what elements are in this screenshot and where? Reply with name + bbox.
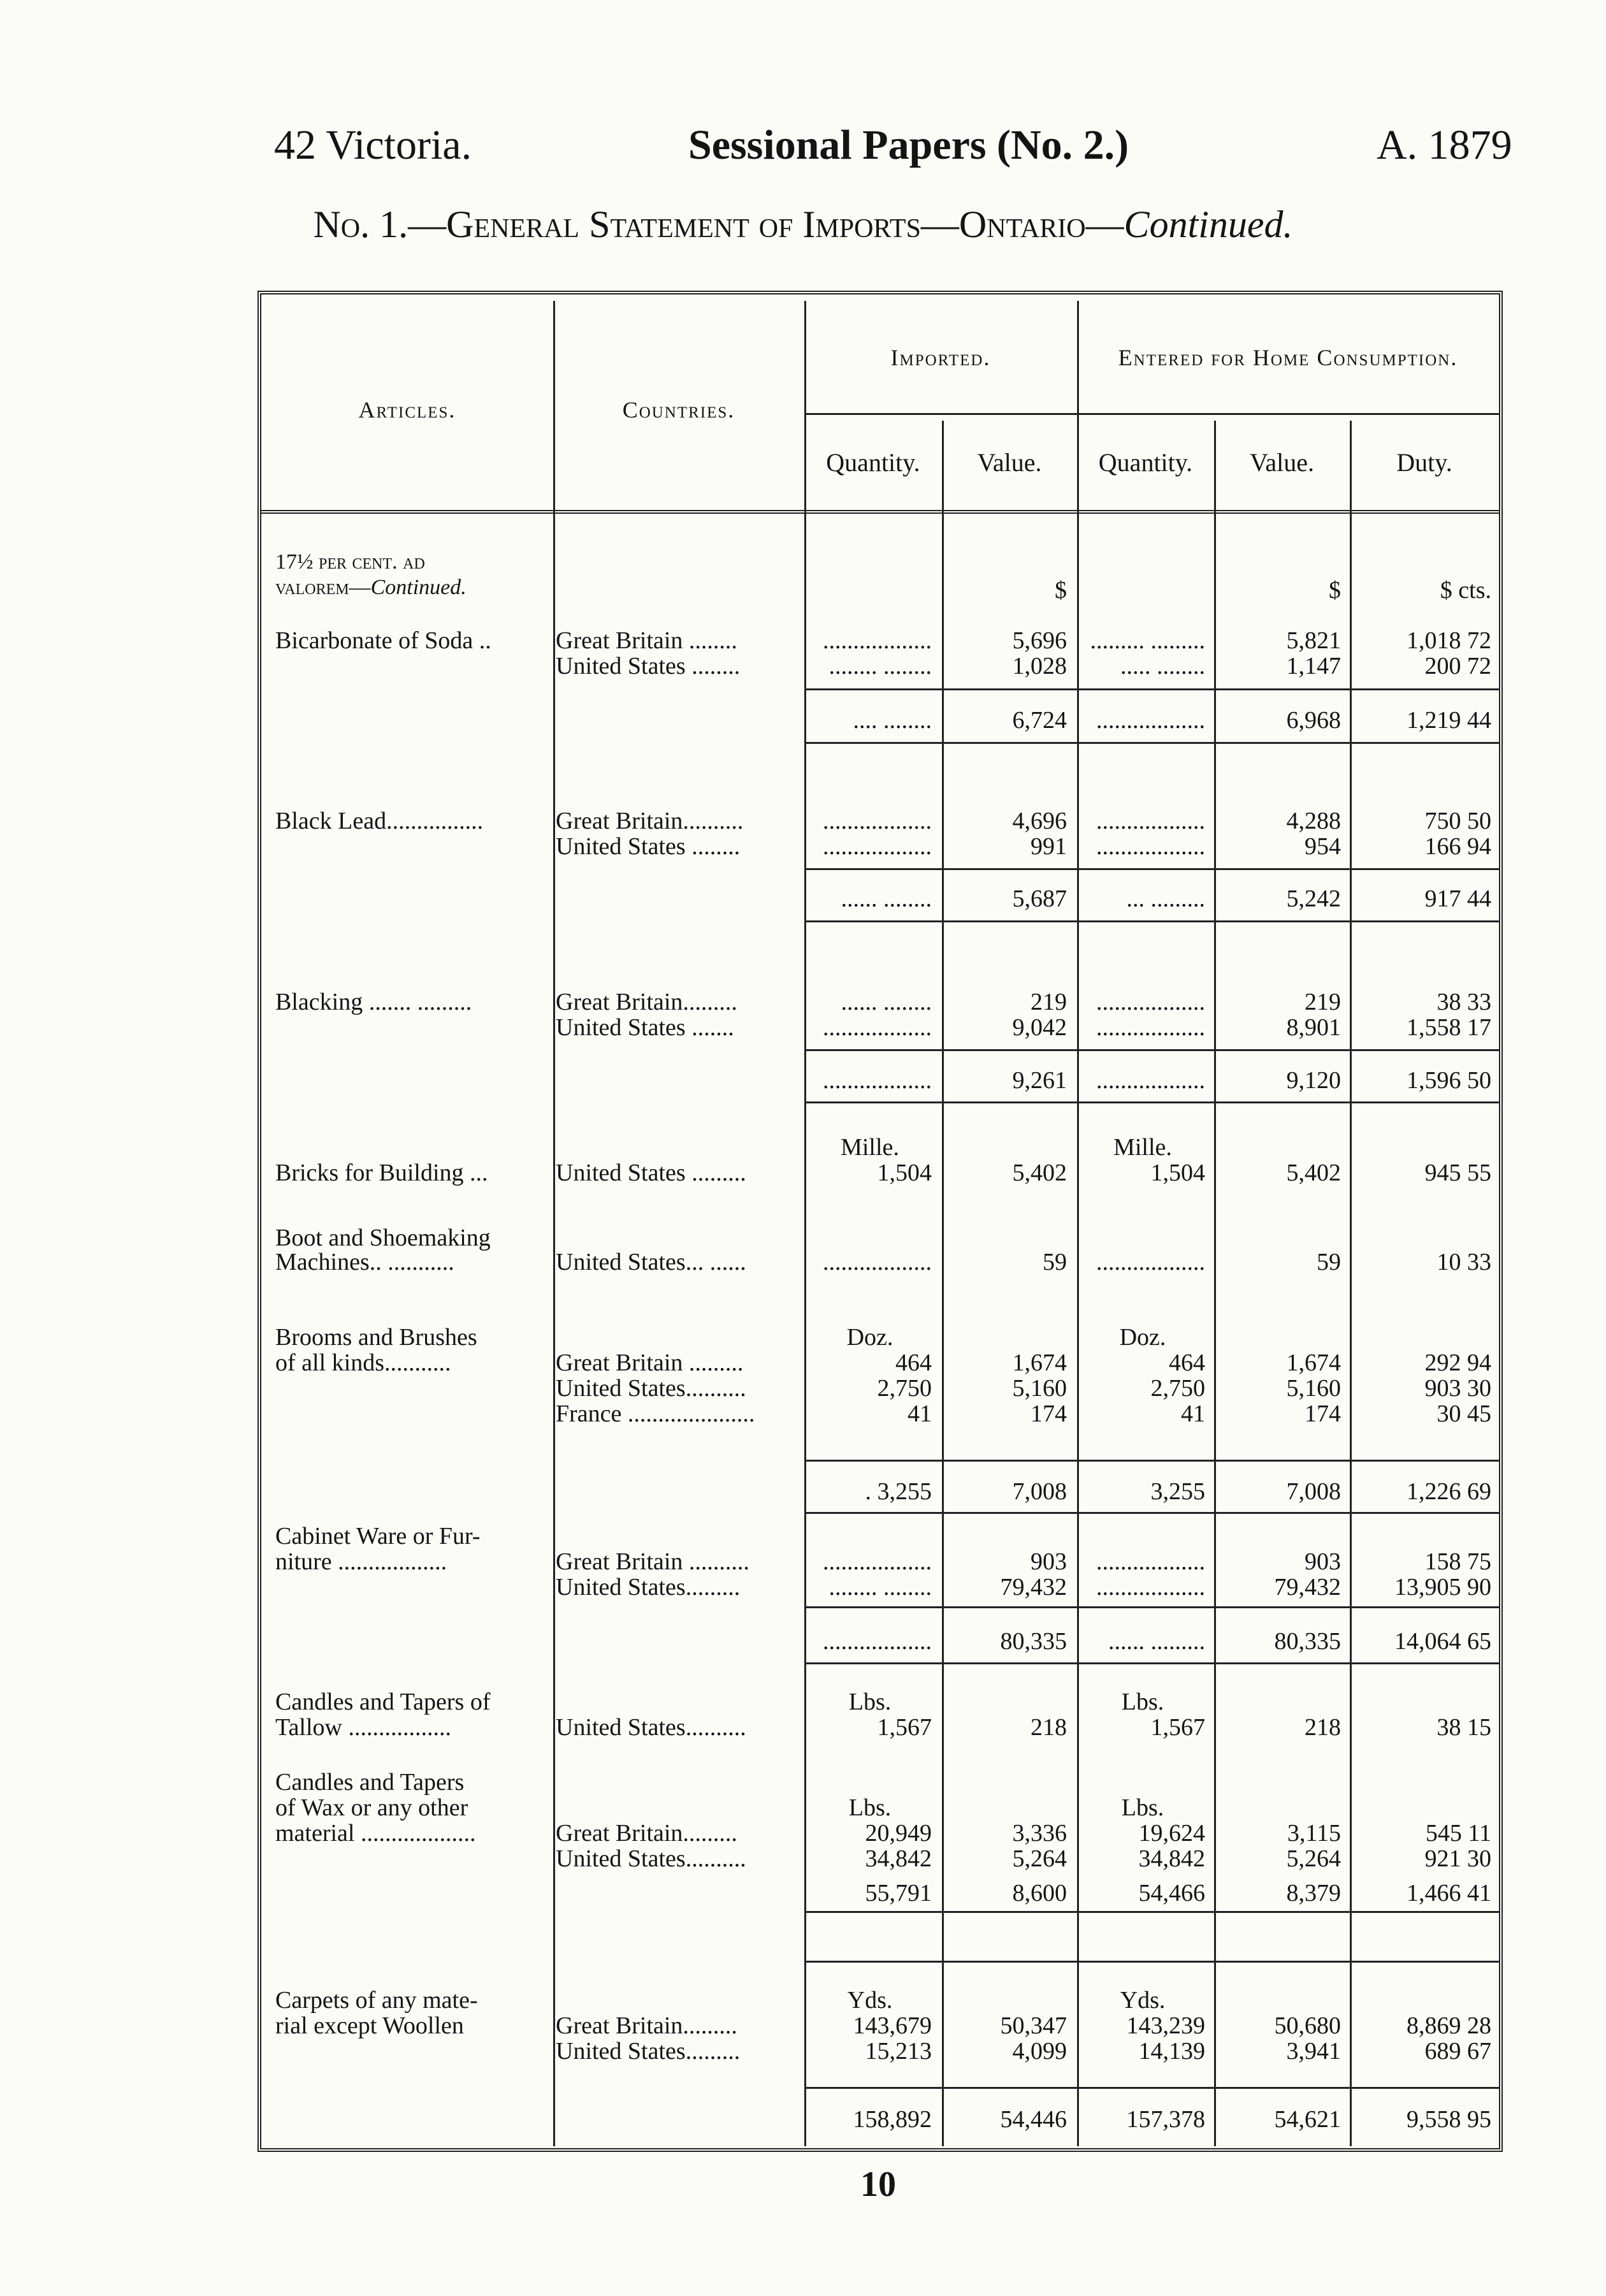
entered-quantity: 143,239 xyxy=(1126,2012,1205,2039)
entered-value: 1,674 xyxy=(1286,1349,1341,1376)
entered-quantity-unit: Yds. xyxy=(1120,1987,1166,2014)
imported-quantity: 464 xyxy=(895,1349,932,1376)
imported-quantity: 34,842 xyxy=(865,1845,932,1872)
imported-quantity-unit: Lbs. xyxy=(848,1689,892,1715)
entered-value: 8,379 xyxy=(1286,1880,1341,1907)
column-rule xyxy=(804,301,806,2146)
entered-quantity: .................. xyxy=(1096,1548,1205,1575)
imported-value: 79,432 xyxy=(1000,1574,1067,1601)
row-article: Boot and Shoemaking xyxy=(275,1224,491,1251)
imported-quantity: 143,679 xyxy=(853,2012,932,2039)
duty-amount: 1,018 72 xyxy=(1407,627,1491,654)
imported-value: 219 xyxy=(1031,989,1067,1015)
imported-quantity: .... ........ xyxy=(853,707,932,734)
entered-quantity-unit: Doz. xyxy=(1119,1324,1166,1351)
imported-quantity: ........ ........ xyxy=(828,653,932,679)
row-article: niture .................. xyxy=(275,1548,447,1575)
imported-value: 50,347 xyxy=(1000,2012,1067,2039)
duty-amount: 10 33 xyxy=(1436,1249,1491,1275)
row-country: United States ........ xyxy=(556,653,741,679)
row-country: United States... ...... xyxy=(556,1249,746,1275)
imported-value: 59 xyxy=(1043,1249,1067,1275)
duty-amount: 166 94 xyxy=(1424,833,1491,860)
duty-amount: 750 50 xyxy=(1424,808,1491,834)
imported-quantity: 1,567 xyxy=(877,1714,932,1741)
entered-quantity: 1,567 xyxy=(1150,1714,1205,1741)
col-countries: Countries. xyxy=(622,397,735,423)
entered-value: 5,821 xyxy=(1286,627,1341,654)
imported-value: 174 xyxy=(1031,1400,1067,1427)
total-rule xyxy=(804,920,1499,922)
entered-value: 50,680 xyxy=(1274,2012,1341,2039)
duty-amount: 903 30 xyxy=(1424,1375,1491,1402)
entered-quantity: 3,255 xyxy=(1150,1478,1205,1505)
imported-value: 5,402 xyxy=(1012,1159,1067,1186)
row-article: of all kinds........... xyxy=(275,1349,451,1376)
entered-value: 5,402 xyxy=(1286,1159,1341,1186)
duty-amount: 13,905 90 xyxy=(1394,1574,1491,1601)
column-rule xyxy=(553,301,555,2146)
entered-quantity-unit: Lbs. xyxy=(1121,1689,1164,1715)
row-country: Great Britain.......... xyxy=(556,808,744,834)
entered-value: 4,288 xyxy=(1286,808,1341,834)
imported-value: 80,335 xyxy=(1000,1628,1067,1655)
imported-value: 4,696 xyxy=(1012,808,1067,834)
imported-quantity: 2,750 xyxy=(877,1375,932,1402)
imported-quantity: .................. xyxy=(823,1067,932,1094)
header-rule xyxy=(804,413,1499,415)
duty-amount: 545 11 xyxy=(1425,1820,1491,1847)
row-article: Black Lead................ xyxy=(275,808,484,834)
subtotal-rule xyxy=(804,868,1499,870)
imported-quantity: . 3,255 xyxy=(865,1478,932,1505)
entered-quantity-unit: Mille. xyxy=(1113,1134,1172,1161)
row-country: United States.......... xyxy=(556,1375,746,1402)
imported-value: 8,600 xyxy=(1012,1880,1067,1907)
row-article: Machines.. ........... xyxy=(275,1249,454,1275)
entered-value: 80,335 xyxy=(1274,1628,1341,1655)
imported-value: 7,008 xyxy=(1012,1478,1067,1505)
row-country: United States.......... xyxy=(556,1845,746,1872)
page-title: No. 1.—General Statement of Imports—Ontario—Continued. xyxy=(313,203,1293,245)
entered-value: 1,147 xyxy=(1286,653,1341,679)
imported-quantity: ...... ........ xyxy=(841,885,932,912)
row-article: Bicarbonate of Soda .. xyxy=(275,627,491,654)
header-bottom-rule xyxy=(261,510,1499,514)
entered-quantity: ..... ........ xyxy=(1120,653,1205,679)
entered-value: 219 xyxy=(1305,989,1341,1015)
entered-value: 954 xyxy=(1305,833,1341,860)
imported-value: 1,028 xyxy=(1012,653,1067,679)
imported-quantity: .................. xyxy=(823,1249,932,1275)
entered-quantity: 41 xyxy=(1181,1400,1205,1427)
entered-quantity: .................. xyxy=(1096,989,1205,1015)
row-article: of Wax or any other xyxy=(275,1794,468,1821)
imported-quantity: .................. xyxy=(823,1548,932,1575)
imported-quantity-unit: Yds. xyxy=(847,1987,893,2014)
col-ent-quantity: Quantity. xyxy=(1098,448,1193,477)
duty-amount: 1,226 69 xyxy=(1407,1478,1491,1505)
entered-value: 3,941 xyxy=(1286,2038,1341,2065)
imported-value: 3,336 xyxy=(1012,1820,1067,1847)
duty-amount: 1,558 17 xyxy=(1407,1014,1491,1041)
col-articles: Articles. xyxy=(358,397,456,423)
imported-value: 6,724 xyxy=(1012,707,1067,734)
row-country: United States......... xyxy=(556,2038,741,2065)
row-country: Great Britain .......... xyxy=(556,1548,749,1575)
page-number: 10 xyxy=(860,2165,896,2204)
column-rule xyxy=(1077,301,1079,2146)
row-article: Candles and Tapers of xyxy=(275,1689,491,1715)
entered-quantity: ......... ......... xyxy=(1090,627,1205,654)
subtotal-rule xyxy=(804,2087,1499,2089)
col-imp-value: Value. xyxy=(977,448,1042,477)
entered-quantity: .................. xyxy=(1096,833,1205,860)
row-article: rial except Woollen xyxy=(275,2012,464,2039)
entered-value: 5,160 xyxy=(1286,1375,1341,1402)
entered-quantity: 19,624 xyxy=(1138,1820,1205,1847)
row-country: United States ....... xyxy=(556,1014,734,1041)
imported-value: 5,687 xyxy=(1012,885,1067,912)
entered-value: 59 xyxy=(1317,1249,1341,1275)
header-year: A. 1879 xyxy=(1377,122,1512,168)
imported-quantity-unit: Mille. xyxy=(841,1134,899,1161)
header-volume: 42 Victoria. xyxy=(274,122,472,168)
entered-quantity: .................. xyxy=(1096,1067,1205,1094)
imported-quantity: ........ ........ xyxy=(828,1574,932,1601)
entered-value-unit: $ xyxy=(1329,577,1341,604)
row-country: Great Britain ........ xyxy=(556,627,737,654)
duty-amount: 200 72 xyxy=(1424,653,1491,679)
entered-value: 6,968 xyxy=(1286,707,1341,734)
entered-quantity: 34,842 xyxy=(1138,1845,1205,1872)
imported-quantity: .................. xyxy=(823,833,932,860)
duty-amount: 689 67 xyxy=(1424,2038,1491,2065)
duty-unit: $ cts. xyxy=(1440,577,1491,604)
total-rule xyxy=(804,1662,1499,1664)
entered-value: 5,242 xyxy=(1286,885,1341,912)
row-country: Great Britain......... xyxy=(556,1820,737,1847)
entered-quantity: ... ......... xyxy=(1126,885,1205,912)
total-rule xyxy=(804,742,1499,744)
entered-value: 174 xyxy=(1305,1400,1341,1427)
row-article: Bricks for Building ... xyxy=(275,1159,488,1186)
entered-quantity: .................. xyxy=(1096,1574,1205,1601)
subtotal-rule xyxy=(804,1460,1499,1462)
entered-quantity: 1,504 xyxy=(1150,1159,1205,1186)
entered-quantity: .................. xyxy=(1096,1014,1205,1041)
row-country: France ..................... xyxy=(556,1400,755,1427)
duty-amount: 292 94 xyxy=(1424,1349,1491,1376)
entered-quantity-unit: Lbs. xyxy=(1121,1794,1164,1821)
row-article: Cabinet Ware or Fur- xyxy=(275,1523,481,1550)
entered-value: 5,264 xyxy=(1286,1845,1341,1872)
entered-value: 9,120 xyxy=(1286,1067,1341,1094)
total-rule xyxy=(804,1961,1499,1963)
duty-amount: 1,596 50 xyxy=(1407,1067,1491,1094)
imported-quantity: 20,949 xyxy=(865,1820,932,1847)
section-heading: 17½ per cent. ad valorem—Continued. xyxy=(275,550,467,599)
imported-quantity: .................. xyxy=(823,627,932,654)
imported-quantity: 41 xyxy=(908,1400,932,1427)
subtotal-rule xyxy=(804,1606,1499,1608)
duty-amount: 921 30 xyxy=(1424,1845,1491,1872)
imported-quantity: ...... ........ xyxy=(841,989,932,1015)
entered-quantity: 54,466 xyxy=(1138,1880,1205,1907)
header-series: Sessional Papers (No. 2.) xyxy=(688,122,1129,168)
duty-amount: 38 15 xyxy=(1436,1714,1491,1741)
imported-value-unit: $ xyxy=(1055,577,1067,604)
imported-quantity: .................. xyxy=(823,808,932,834)
entered-value: 8,901 xyxy=(1286,1014,1341,1041)
imported-value: 9,261 xyxy=(1012,1067,1067,1094)
entered-value: 79,432 xyxy=(1274,1574,1341,1601)
entered-quantity: .................. xyxy=(1096,1249,1205,1275)
duty-amount: 30 45 xyxy=(1436,1400,1491,1427)
total-rule xyxy=(804,1512,1499,1514)
imported-quantity-unit: Lbs. xyxy=(848,1794,892,1821)
subtotal-rule xyxy=(804,1049,1499,1051)
total-rule xyxy=(804,1101,1499,1103)
imported-value: 5,160 xyxy=(1012,1375,1067,1402)
row-country: United States.......... xyxy=(556,1714,746,1741)
entered-quantity: 464 xyxy=(1169,1349,1205,1376)
imported-value: 991 xyxy=(1031,833,1067,860)
col-duty: Duty. xyxy=(1396,448,1452,477)
row-country: Great Britain......... xyxy=(556,989,737,1015)
imported-value: 218 xyxy=(1031,1714,1067,1741)
row-country: Great Britain ......... xyxy=(556,1349,744,1376)
imported-quantity: 55,791 xyxy=(865,1880,932,1907)
duty-amount: 945 55 xyxy=(1424,1159,1491,1186)
duty-amount: 8,869 28 xyxy=(1407,2012,1491,2039)
col-imp-quantity: Quantity. xyxy=(826,448,920,477)
subtotal-rule xyxy=(804,688,1499,690)
duty-amount: 158 75 xyxy=(1424,1548,1491,1575)
row-article: Blacking ....... ......... xyxy=(275,989,472,1015)
duty-amount: 14,064 65 xyxy=(1394,1628,1491,1655)
row-country: Great Britain......... xyxy=(556,2012,737,2039)
imported-quantity: .................. xyxy=(823,1014,932,1041)
duty-amount: 1,466 41 xyxy=(1407,1880,1491,1907)
imported-value: 4,099 xyxy=(1012,2038,1067,2065)
entered-value: 54,621 xyxy=(1274,2106,1341,2133)
col-imported: Imported. xyxy=(890,345,991,370)
imported-value: 5,264 xyxy=(1012,1845,1067,1872)
row-article: material ................... xyxy=(275,1820,476,1847)
col-entered: Entered for Home Consumption. xyxy=(1118,345,1458,370)
entered-quantity: 2,750 xyxy=(1150,1375,1205,1402)
row-article: Brooms and Brushes xyxy=(275,1324,477,1351)
row-article: Tallow ................. xyxy=(275,1714,451,1741)
imported-value: 1,674 xyxy=(1012,1349,1067,1376)
duty-amount: 1,219 44 xyxy=(1407,707,1491,734)
entered-quantity: 14,139 xyxy=(1138,2038,1205,2065)
entered-quantity: .................. xyxy=(1096,707,1205,734)
entered-quantity: 157,378 xyxy=(1126,2106,1205,2133)
imported-quantity: .................. xyxy=(823,1628,932,1655)
imported-quantity-unit: Doz. xyxy=(846,1324,893,1351)
col-ent-value: Value. xyxy=(1249,448,1315,477)
duty-amount: 9,558 95 xyxy=(1407,2106,1491,2133)
duty-amount: 38 33 xyxy=(1436,989,1491,1015)
entered-value: 3,115 xyxy=(1287,1820,1341,1847)
row-country: United States ......... xyxy=(556,1159,746,1186)
row-article: Carpets of any mate- xyxy=(275,1987,478,2014)
entered-value: 218 xyxy=(1305,1714,1341,1741)
imported-quantity: 1,504 xyxy=(877,1159,932,1186)
entered-quantity: ...... ......... xyxy=(1108,1628,1205,1655)
entered-value: 7,008 xyxy=(1286,1478,1341,1505)
row-article: Candles and Tapers xyxy=(275,1769,465,1796)
imported-quantity: 158,892 xyxy=(853,2106,932,2133)
imported-value: 5,696 xyxy=(1012,627,1067,654)
entered-value: 903 xyxy=(1305,1548,1341,1575)
imported-value: 9,042 xyxy=(1012,1014,1067,1041)
row-country: United States ........ xyxy=(556,833,741,860)
row-country: United States......... xyxy=(556,1574,741,1601)
imported-value: 54,446 xyxy=(1000,2106,1067,2133)
subtotal-rule xyxy=(804,1911,1499,1913)
imported-value: 903 xyxy=(1031,1548,1067,1575)
imported-quantity: 15,213 xyxy=(865,2038,932,2065)
entered-quantity: .................. xyxy=(1096,808,1205,834)
duty-amount: 917 44 xyxy=(1424,885,1491,912)
